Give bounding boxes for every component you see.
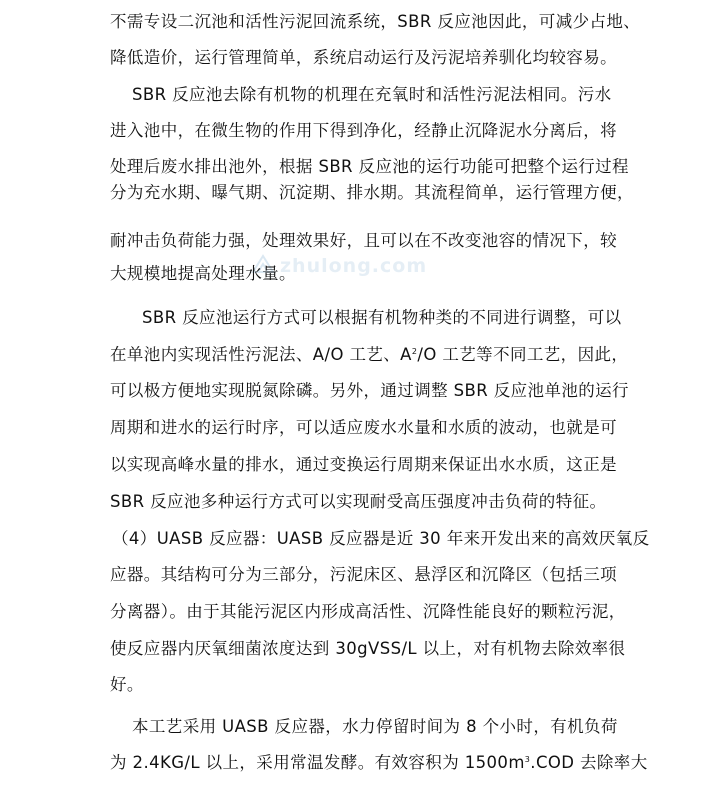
superscript: 3 <box>524 755 531 764</box>
paragraph-line: 可以极方便地实现脱氮除磷。另外，通过调整 SBR 反应池单池的运行 <box>110 381 629 400</box>
paragraph-line: 使反应器内厌氧细菌浓度达到 30gVSS/L 以上，对有机物去除效率很 <box>110 639 626 658</box>
paragraph-line: 以实现高峰水量的排水，通过变换运行周期来保证出水水质，这正是 <box>110 455 617 474</box>
line-text-after: .COD 去除率大 <box>530 753 648 772</box>
paragraph-line: 应器。其结构可分为三部分，污泥床区、悬浮区和沉降区（包括三项 <box>110 565 617 584</box>
paragraph-line: 周期和进水的运行时序，可以适应废水水量和水质的波动，也就是可 <box>110 418 617 437</box>
paragraph-line: 耐冲击负荷能力强，处理效果好，且可以在不改变池容的情况下，较 <box>110 231 617 250</box>
superscript: 2 <box>411 347 418 356</box>
line-text-before: 在单池内实现活性污泥法、A/O 工艺、A <box>110 345 412 364</box>
paragraph-line: SBR 反应池运行方式可以根据有机物种类的不同进行调整，可以 <box>142 308 622 327</box>
paragraph-line: 分离器）。由于其能污泥区内形成高活性、沉降性能良好的颗粒污泥， <box>110 602 626 621</box>
paragraph-line: 好。 <box>110 675 144 694</box>
paragraph-line: 进入池中，在微生物的作用下得到净化，经静止沉降泥水分离后，将 <box>110 121 617 140</box>
paragraph-line <box>0 745 713 781</box>
paragraph-line: 降低造价，运行管理简单，系统启动运行及污泥培养驯化均较容易。 <box>110 48 617 67</box>
line-text-after: /O 工艺等不同工艺，因此， <box>417 345 629 364</box>
paragraph-line: 不需专设二沉池和活性污泥回流系统，SBR 反应池因此，可减少占地、 <box>110 12 641 31</box>
paragraph-line: 本工艺采用 UASB 反应器，水力停留时间为 8 个小时，有机负荷 <box>132 717 618 736</box>
paragraph-line: SBR 反应池去除有机物的机理在充氧时和活性污泥法相同。污水 <box>132 85 612 104</box>
paragraph-line: 大规模地提高处理水量。 <box>110 264 296 283</box>
paragraph-line: 分为充水期、曝气期、沉淀期、排水期。其流程简单，运行管理方便， <box>110 183 634 202</box>
line-text-before: 为 2.4KG/L 以上，采用常温发酵。有效容积为 1500m <box>110 753 525 772</box>
paragraph-line: （4）UASB 反应器：UASB 反应器是近 30 年来开发出来的高效厌氧反 <box>112 529 650 548</box>
watermark-text: zhulong.com <box>280 255 428 277</box>
paragraph-line <box>0 337 713 373</box>
paragraph-line: SBR 反应池多种运行方式可以实现耐受高压强度冲击负荷的特征。 <box>110 492 607 511</box>
paragraph-line: 处理后废水排出池外，根据 SBR 反应池的运行功能可把整个运行过程 <box>110 157 629 176</box>
